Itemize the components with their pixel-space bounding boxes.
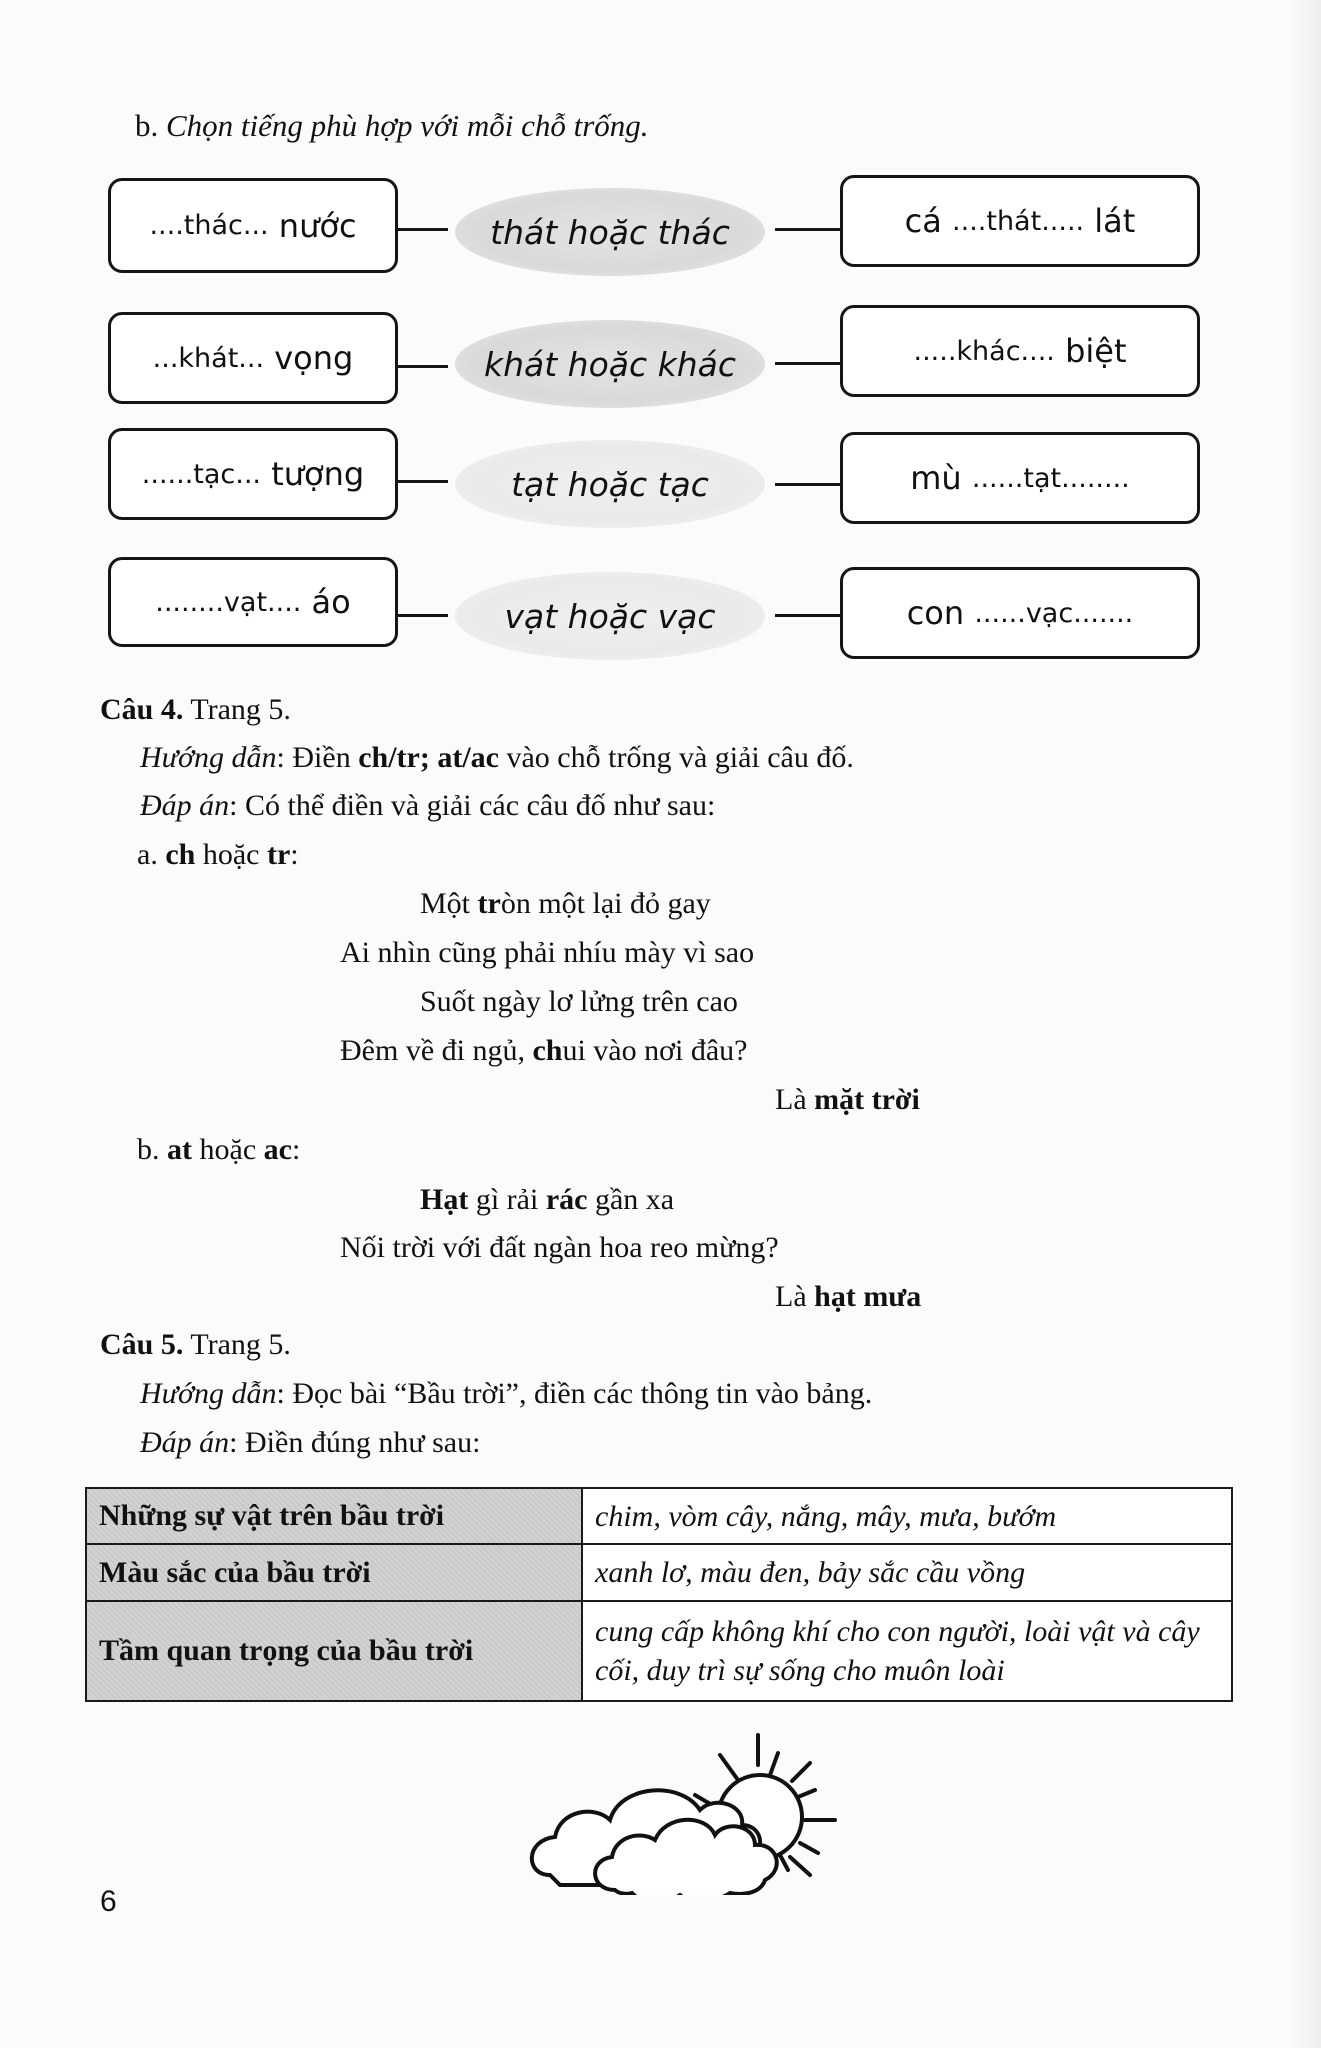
text-bold: Hạt [420, 1183, 469, 1216]
left-word-box [108, 178, 398, 273]
row-header: Màu sắc của bầu trời [86, 1544, 582, 1601]
label: b. [137, 1133, 167, 1166]
blank-fill: ........vạt.... [155, 586, 302, 618]
cau4-guide [140, 741, 854, 775]
answer-label: Đáp án [140, 789, 230, 822]
right-word-box [840, 305, 1200, 397]
riddle-b-line-2: Nối trời với đất ngàn hoa reo mừng? [340, 1231, 779, 1264]
text: Là [775, 1280, 815, 1313]
left-word-box [108, 312, 398, 404]
text: ui vào nơi đâu? [562, 1034, 748, 1067]
page-ref: Trang 5. [190, 1328, 291, 1361]
cau4-heading [100, 693, 291, 727]
blank-fill: .....khác.... [913, 335, 1055, 367]
text: Là [775, 1083, 815, 1116]
guide-text: vào chỗ trống và giải câu đố. [498, 741, 854, 774]
riddle-b-answer [775, 1280, 921, 1314]
label: hoặc [192, 1133, 264, 1166]
connector-line [775, 483, 840, 486]
word: nước [278, 206, 357, 245]
answer-label: Đáp án [140, 1426, 230, 1459]
riddle-b-line-1 [420, 1183, 674, 1217]
row-value: chim, vòm cây, nắng, mây, mưa, bướm [582, 1488, 1232, 1544]
row-value: xanh lơ, màu đen, bảy sắc cầu vồng [582, 1544, 1232, 1601]
answer-text: : Điền đúng như sau: [229, 1426, 481, 1459]
cloud-sun-icon [520, 1725, 860, 1895]
label-bold: ac [263, 1133, 292, 1166]
connector-line [398, 480, 448, 483]
exercise-b-prefix: b. [135, 108, 159, 143]
cau4-answer [140, 789, 715, 823]
word: vọng [274, 339, 354, 377]
guide-bold: ch/tr; at/ac [358, 741, 499, 774]
left-word-box [108, 428, 398, 520]
riddle-a-line-1 [420, 887, 711, 921]
right-word-box [840, 175, 1200, 267]
question-number: Câu 4. [100, 693, 184, 726]
connector-line [398, 365, 448, 368]
label: : [291, 1133, 301, 1166]
riddle-a-answer [775, 1083, 920, 1117]
word: lát [1094, 202, 1136, 240]
cau5-guide [140, 1377, 872, 1411]
cau5-heading [100, 1328, 291, 1362]
word: mù [910, 459, 962, 497]
text: òn một lại đỏ gay [500, 887, 711, 920]
connector-line [775, 614, 840, 617]
riddle-a-line-2: Ai nhìn cũng phải nhíu mày vì sao [340, 936, 755, 969]
cau4-part-b-label [137, 1133, 300, 1167]
blank-fill: ......tạt........ [971, 462, 1130, 494]
connector-line [775, 362, 840, 365]
row-header: Tầm quan trọng của bầu trời [86, 1601, 582, 1701]
label-bold: ch [165, 838, 196, 871]
choice-oval: khát hoặc khác [455, 320, 765, 408]
text: gần xa [587, 1183, 675, 1216]
word: biệt [1065, 332, 1127, 370]
row-header: Những sự vật trên bầu trời [86, 1488, 582, 1544]
exercise-b-heading [135, 108, 649, 144]
choice-oval: tạt hoặc tạc [455, 440, 765, 528]
word: áo [311, 583, 351, 621]
label: hoặc [195, 838, 267, 871]
cau5-answer [140, 1426, 480, 1460]
text: Một [420, 887, 478, 920]
connector-line [398, 228, 448, 231]
blank-fill: ....thác... [149, 210, 269, 241]
label: a. [137, 838, 166, 871]
choice-oval: thát hoặc thác [455, 188, 765, 276]
page-ref: Trang 5. [190, 693, 291, 726]
guide-label: Hướng dẫn [140, 1377, 277, 1410]
label-bold: at [167, 1133, 192, 1166]
connector-line [398, 614, 448, 617]
row-value: cung cấp không khí cho con người, loài vật và cây cối, duy trì sự sống cho muôn loài [582, 1601, 1232, 1701]
label: : [290, 838, 299, 871]
table-row [86, 1488, 1232, 1544]
riddle-a-line-4 [340, 1034, 747, 1068]
riddle-a-line-3: Suốt ngày lơ lửng trên cao [420, 985, 738, 1018]
blank-fill: ...khát... [152, 342, 265, 374]
answer-text: : Có thể điền và giải các câu đố như sau: [229, 789, 716, 822]
text: Đêm về đi ngủ, [340, 1034, 533, 1067]
answer-bold: mặt trời [814, 1083, 920, 1116]
choice-oval: vạt hoặc vạc [455, 572, 765, 660]
question-number: Câu 5. [100, 1328, 184, 1361]
page-edge-shadow [1291, 0, 1321, 2048]
guide-label: Hướng dẫn [140, 741, 277, 774]
guide-text: : Đọc bài “Bầu trời”, điền các thông tin vào bảng. [276, 1377, 873, 1410]
right-word-box [840, 567, 1200, 659]
blank-fill: ......vạc....... [974, 597, 1134, 629]
label-bold: tr [266, 838, 291, 871]
connector-line [775, 228, 840, 231]
answer-bold: hạt mưa [814, 1280, 922, 1313]
table-row [86, 1544, 1232, 1601]
text: gì rải [468, 1183, 546, 1216]
blank-fill: ....thát..... [952, 205, 1085, 237]
blank-fill: ......tạc... [141, 458, 262, 490]
guide-text: : Điền [276, 741, 359, 774]
word: con [906, 594, 965, 632]
text-bold: tr [477, 887, 501, 920]
exercise-b-instruction: Chọn tiếng phù hợp với mỗi chỗ trống. [166, 108, 649, 143]
page-number: 6 [100, 1885, 117, 1918]
sky-info-table [85, 1487, 1233, 1702]
word: cá [904, 202, 942, 240]
table-row [86, 1601, 1232, 1701]
right-word-box [840, 432, 1200, 524]
text-bold: rác [545, 1183, 588, 1216]
text-bold: ch [532, 1034, 563, 1067]
cau4-part-a-label [137, 838, 299, 872]
word: tượng [271, 455, 365, 493]
left-word-box [108, 557, 398, 647]
